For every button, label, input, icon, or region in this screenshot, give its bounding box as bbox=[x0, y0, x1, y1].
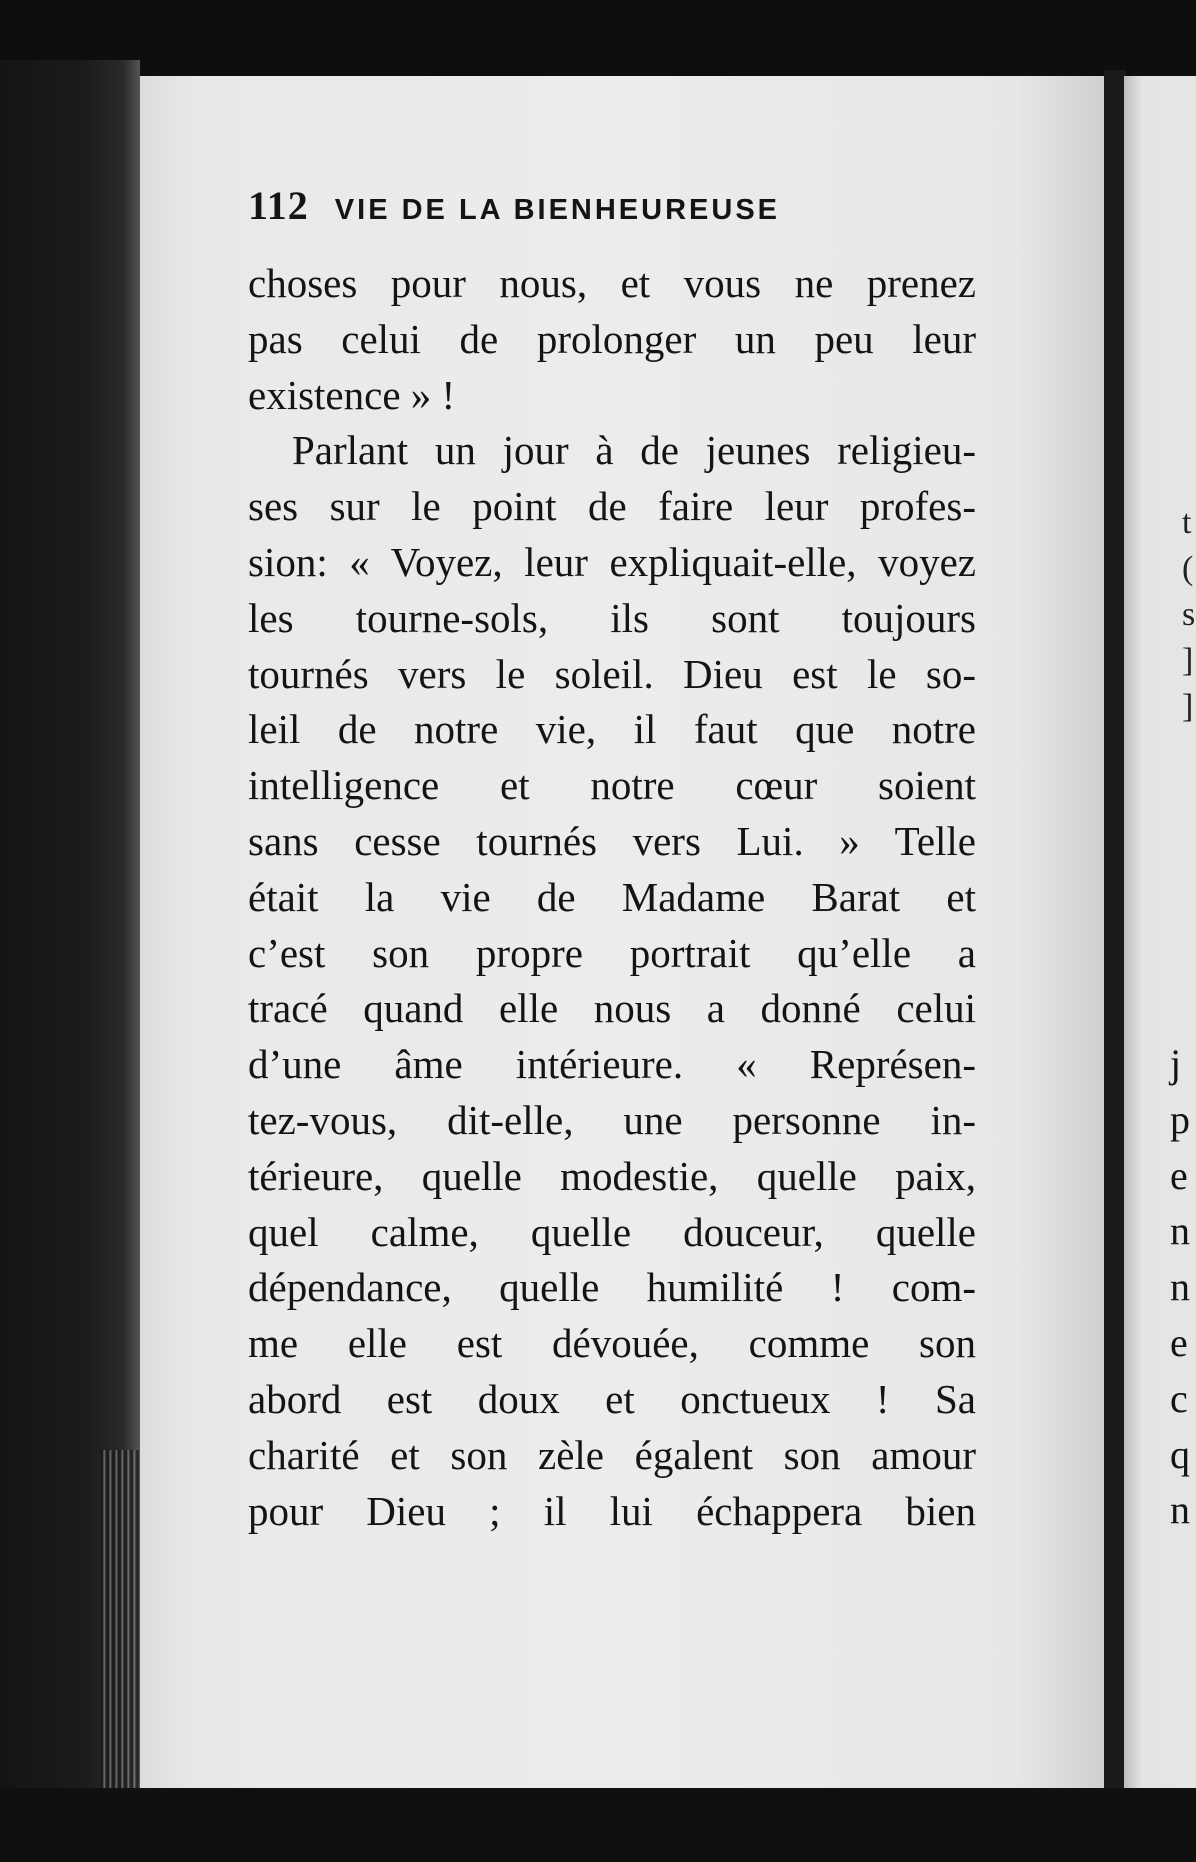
text-line: ses sur le point de faire leur profes- bbox=[248, 483, 976, 530]
text-line: pour Dieu ; il lui échappera bien bbox=[248, 1487, 976, 1534]
adjacent-page-marks bbox=[1182, 500, 1195, 730]
text-line: me elle est dévouée, comme son bbox=[248, 1320, 976, 1367]
page-gutter bbox=[1104, 70, 1126, 1810]
adjacent-page-letter: n bbox=[1170, 1208, 1190, 1254]
text-line: Parlant un jour à de jeunes religieu- bbox=[292, 427, 976, 474]
text-line: quel calme, quelle douceur, quelle bbox=[248, 1208, 976, 1255]
text-line: leil de notre vie, il faut que notre bbox=[248, 706, 976, 753]
text-line: dépendance, quelle humilité ! com- bbox=[248, 1264, 976, 1311]
adjacent-page-mark: s bbox=[1182, 596, 1196, 633]
adjacent-page-letters bbox=[1170, 1036, 1196, 1538]
text-line: tez-vous, dit-elle, une personne in- bbox=[248, 1096, 976, 1143]
adjacent-page-letter: j bbox=[1170, 1041, 1182, 1086]
running-head-title: VIE DE LA BIENHEUREUSE bbox=[334, 194, 781, 226]
adjacent-page-letter: q bbox=[1170, 1431, 1190, 1477]
text-line: abord est doux et onctueux ! Sa bbox=[248, 1375, 976, 1422]
adjacent-page-letter: n bbox=[1170, 1264, 1190, 1310]
running-head bbox=[248, 182, 780, 229]
adjacent-page-letter: c bbox=[1170, 1375, 1188, 1421]
text-line: sion: « Voyez, leur expliquait-elle, voyez bbox=[248, 538, 976, 585]
adjacent-page-letter: e bbox=[1170, 1319, 1188, 1365]
text-line: tracé quand elle nous a donné celui bbox=[248, 985, 976, 1032]
text-line: intelligence et notre cœur soient bbox=[248, 762, 976, 809]
adjacent-page-letter: n bbox=[1170, 1487, 1190, 1533]
adjacent-page-mark: t bbox=[1182, 504, 1192, 541]
text-line: c’est son propre portrait qu’elle a bbox=[248, 929, 976, 976]
adjacent-page-letter: p bbox=[1170, 1096, 1190, 1142]
text-line: existence » ! bbox=[248, 371, 456, 418]
text-line: charité et son zèle égalent son amour bbox=[248, 1431, 976, 1478]
adjacent-page-mark: ( bbox=[1182, 550, 1194, 587]
top-scan-shadow bbox=[0, 0, 1196, 78]
bottom-scan-shadow bbox=[0, 1788, 1196, 1862]
adjacent-page-letter: e bbox=[1170, 1152, 1188, 1198]
text-line: sans cesse tournés vers Lui. » Telle bbox=[248, 817, 976, 864]
text-line: les tourne-sols, ils sont toujours bbox=[248, 594, 976, 641]
text-line: d’une âme intérieure. « Représen- bbox=[248, 1041, 976, 1088]
text-line: était la vie de Madame Barat et bbox=[248, 873, 976, 920]
adjacent-page-mark: ] bbox=[1182, 642, 1194, 679]
text-line: tournés vers le soleil. Dieu est le so- bbox=[248, 650, 976, 697]
page-edges bbox=[100, 1450, 142, 1790]
text-line: choses pour nous, et vous ne prenez bbox=[248, 260, 976, 306]
adjacent-page-mark: ] bbox=[1182, 688, 1194, 725]
text-line: térieure, quelle modestie, quelle paix, bbox=[248, 1152, 976, 1199]
page-number: 112 bbox=[248, 183, 309, 228]
body-text bbox=[248, 256, 976, 1539]
text-line: pas celui de prolonger un peu leur bbox=[248, 315, 976, 362]
